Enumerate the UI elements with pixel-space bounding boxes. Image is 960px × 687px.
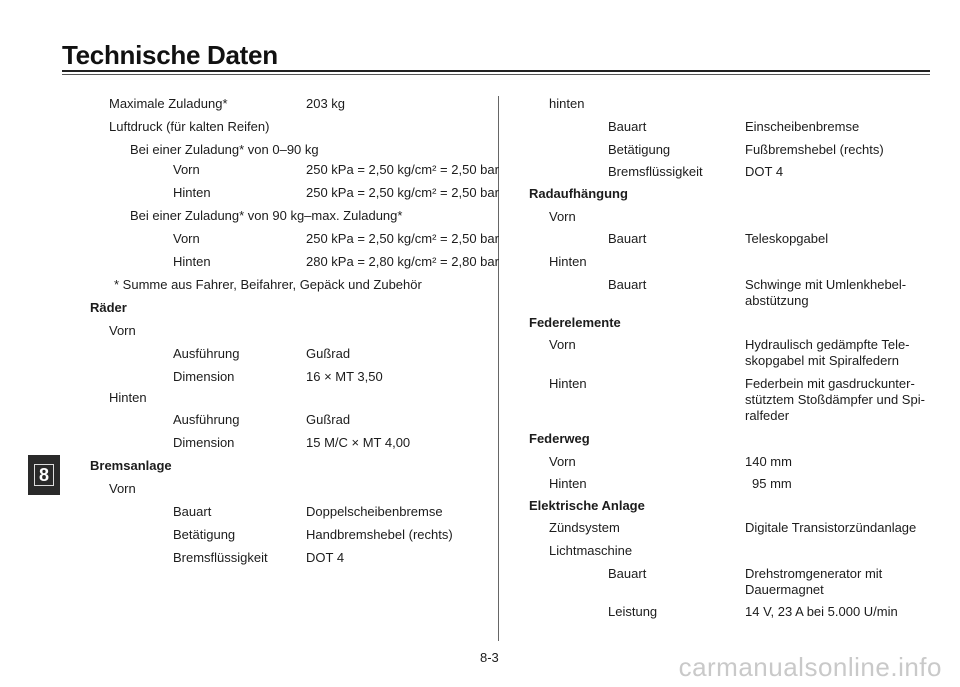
load-a-front-label: Vorn: [173, 162, 200, 177]
springs-rear-value-2: stütztem Stoßdämpfer und Spi-: [745, 392, 925, 407]
wheels-front-dim-label: Dimension: [173, 369, 235, 384]
max-load-value: 203 kg: [306, 96, 346, 111]
alt-type-value-1: Drehstromgenerator mit: [745, 566, 883, 581]
brakes-rear-fluid-value: DOT 4: [745, 164, 784, 179]
title-rule: [62, 70, 930, 72]
max-load-label: Maximale Zuladung*: [109, 96, 228, 111]
travel-front-label: Vorn: [549, 454, 576, 469]
wheels-rear-type-value: Gußrad: [306, 412, 351, 427]
alt-type-label: Bauart: [608, 566, 647, 581]
tire-pressure-label: Luftdruck (für kalten Reifen): [109, 119, 270, 134]
wheels-front-type-label: Ausführung: [173, 346, 240, 361]
suspension-heading: Radaufhängung: [529, 186, 628, 201]
brakes-front-fluid-value: DOT 4: [306, 550, 345, 565]
ignition-label: Zündsystem: [549, 520, 620, 535]
load-b-label: Bei einer Zuladung* von 90 kg–max. Zuladung*: [130, 208, 403, 223]
alt-output-label: Leistung: [608, 604, 658, 619]
springs-rear-value-1: Federbein mit gasdruckunter-: [745, 376, 915, 391]
travel-rear-label: Hinten: [549, 476, 587, 491]
springs-front-label: Vorn: [549, 337, 576, 352]
electrical-heading: Elektrische Anlage: [529, 498, 645, 513]
load-b-front-label: Vorn: [173, 231, 200, 246]
susp-front-type-label: Bauart: [608, 231, 647, 246]
brakes-front-type-label: Bauart: [173, 504, 212, 519]
alternator-label: Lichtmaschine: [549, 543, 633, 558]
brakes-rear-op-label: Betätigung: [608, 142, 671, 157]
footnote: * Summe aus Fahrer, Beifahrer, Gepäck und Zubehör: [114, 277, 422, 292]
wheels-rear-type-label: Ausführung: [173, 412, 240, 427]
brakes-front-op-value: Handbremshebel (rechts): [306, 527, 453, 542]
wheels-rear-label: Hinten: [109, 390, 147, 405]
alt-type-value-2: Dauermagnet: [745, 582, 824, 597]
springs-heading: Federelemente: [529, 315, 621, 330]
load-b-rear-value: 280 kPa = 2,80 kg/cm² = 2,80 bar: [306, 254, 499, 269]
brakes-front-type-value: Doppelscheibenbremse: [306, 504, 443, 519]
brakes-heading: Bremsanlage: [90, 458, 172, 473]
wheels-heading: Räder: [90, 300, 127, 315]
susp-rear-label: Hinten: [549, 254, 587, 269]
springs-rear-label: Hinten: [549, 376, 587, 391]
page-number: 8-3: [480, 650, 499, 665]
ignition-value: Digitale Transistorzündanlage: [745, 520, 917, 535]
brakes-front-op-label: Betätigung: [173, 527, 236, 542]
brakes-front-label: Vorn: [109, 481, 136, 496]
brakes-rear-label: hinten: [549, 96, 585, 111]
load-b-rear-label: Hinten: [173, 254, 211, 269]
load-a-rear-label: Hinten: [173, 185, 211, 200]
springs-front-value-2: skopgabel mit Spiralfedern: [745, 353, 899, 368]
load-a-label: Bei einer Zuladung* von 0–90 kg: [130, 142, 319, 157]
brakes-rear-fluid-label: Bremsflüssigkeit: [608, 164, 703, 179]
watermark: carmanualsonline.info: [678, 652, 942, 682]
page-title: Technische Daten: [62, 40, 278, 70]
springs-rear-value-3: ralfeder: [745, 408, 790, 423]
brakes-rear-type-label: Bauart: [608, 119, 647, 134]
travel-front-value: 140 mm: [745, 454, 792, 469]
load-a-front-value: 250 kPa = 2,50 kg/cm² = 2,50 bar: [306, 162, 499, 177]
wheels-rear-dim-label: Dimension: [173, 435, 235, 450]
susp-rear-type-value-1: Schwinge mit Umlenkhebel-: [745, 277, 907, 292]
travel-rear-value: 95 mm: [752, 476, 792, 491]
title-rule-thin: [62, 74, 930, 75]
section-tab-number: 8: [34, 464, 54, 486]
susp-rear-type-value-2: abstützung: [745, 293, 809, 308]
travel-heading: Federweg: [529, 431, 590, 446]
load-b-front-value: 250 kPa = 2,50 kg/cm² = 2,50 bar: [306, 231, 499, 246]
susp-front-label: Vorn: [549, 209, 576, 224]
susp-front-type-value: Teleskopgabel: [745, 231, 829, 246]
wheels-rear-dim-value: 15 M/C × MT 4,00: [306, 435, 411, 450]
brakes-front-fluid-label: Bremsflüssigkeit: [173, 550, 268, 565]
wheels-front-label: Vorn: [109, 323, 136, 338]
section-tab: [28, 455, 60, 495]
springs-front-value-1: Hydraulisch gedämpfte Tele-: [745, 337, 910, 352]
wheels-front-type-value: Gußrad: [306, 346, 351, 361]
brakes-rear-op-value: Fußbremshebel (rechts): [745, 142, 884, 157]
load-a-rear-value: 250 kPa = 2,50 kg/cm² = 2,50 bar: [306, 185, 499, 200]
susp-rear-type-label: Bauart: [608, 277, 647, 292]
brakes-rear-type-value: Einscheibenbremse: [745, 119, 860, 134]
wheels-front-dim-value: 16 × MT 3,50: [306, 369, 383, 384]
alt-output-value: 14 V, 23 A bei 5.000 U/min: [745, 604, 898, 619]
